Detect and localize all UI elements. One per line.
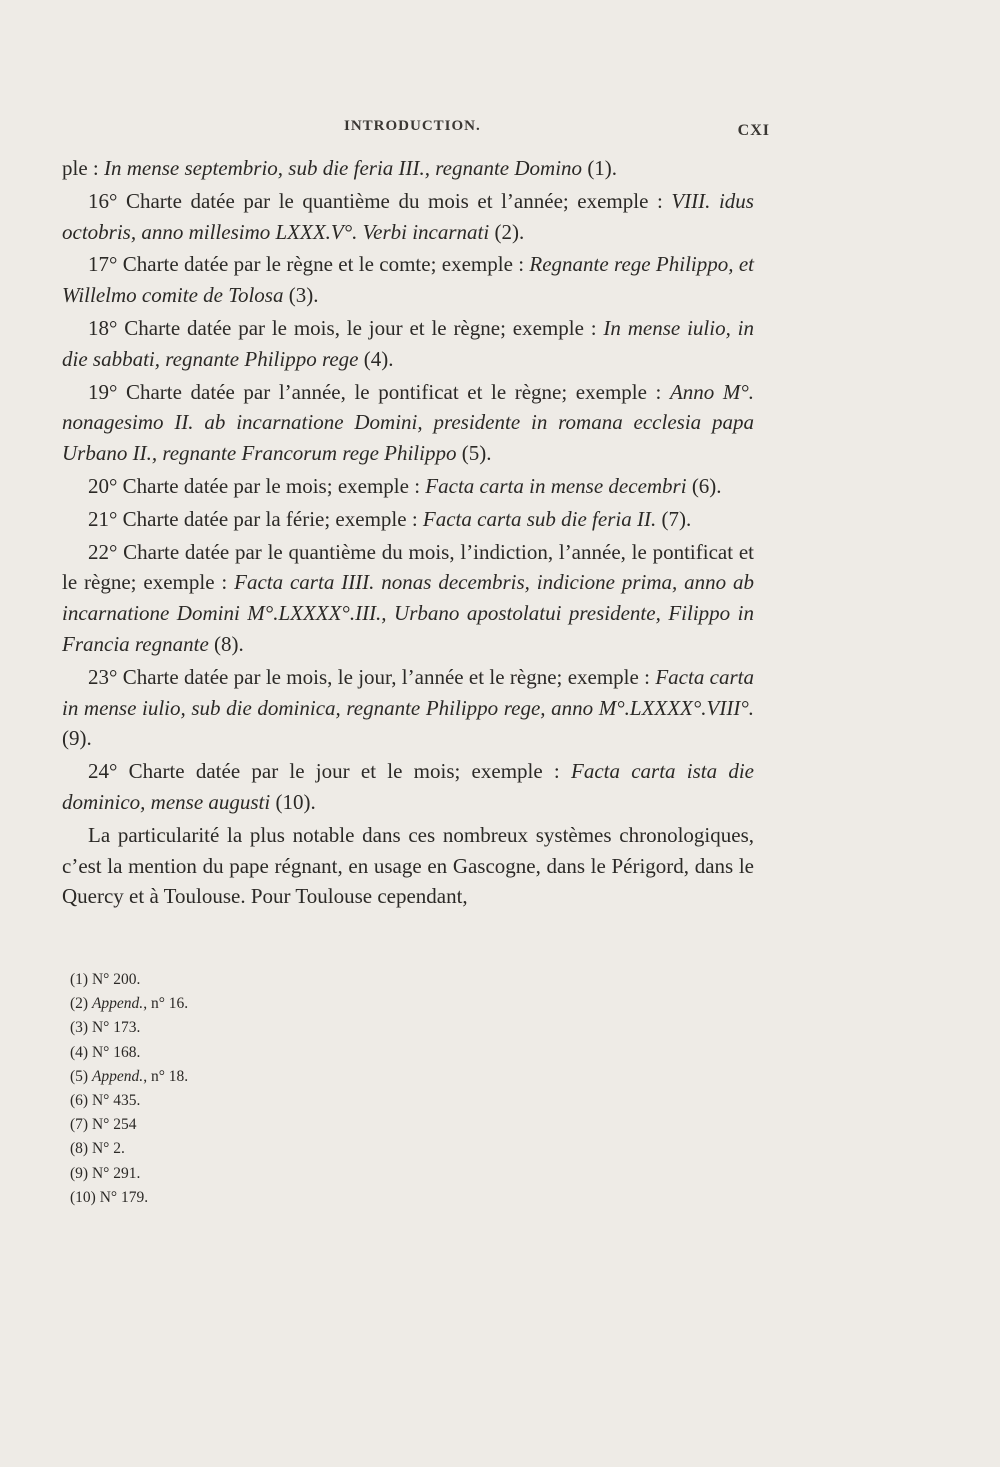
text-run: (3). [283,283,319,308]
text-run: 18° Charte datée par le mois, le jour et le règne; exemple : [88,315,604,340]
footnote-text: Append. [91,1067,144,1085]
italic-text: Facta carta IIII. nonas decembris, indicione prima, anno ab incarnatione Domini M°.LXXXX°.III., Urbano apostolatui presidente, Filippo in Francia regnante [62,570,754,656]
paragraph [62,153,754,184]
italic-text: Facta carta ista die dominico, mense augusti [62,759,755,814]
body-text [62,153,754,912]
italic-text: In mense septembrio, sub die feria III., regnante Domino [104,156,583,180]
text-run: (1). [582,156,618,180]
italic-text: VIII. idus octobris, anno millesimo LXXX.V°. Verbi incarnati [62,188,754,244]
running-head: INTRODUCTION. [344,118,481,134]
footnote [70,1162,470,1186]
paragraph [62,820,754,912]
italic-text: Anno M°. nonagesimo II. ab incarnatione Domini, presidente in romana ecclesia papa Urbano II., regnante Francorum rege Philippo [62,379,754,466]
text-run: (6). [686,473,722,498]
footnote [70,1041,470,1065]
paragraph [62,313,754,375]
text-run: (7). [656,506,692,531]
page-header [62,118,770,146]
paragraph [62,471,754,502]
text-run: (4). [358,346,394,371]
text-run: 22° Charte datée par le quantième du mois, l’indiction, l’année, le pontificat et le règne; exemple : [62,539,754,595]
paragraph [62,756,754,818]
footnote-text: Append. [91,995,144,1013]
text-run: 17° Charte datée par le règne et le comte; exemple : [88,252,530,277]
footnotes [70,968,470,1210]
footnote-number: (9) [70,1164,89,1182]
footnote-number: (7) [70,1116,89,1134]
footnote-number: (10) [70,1188,96,1206]
paragraph [62,504,754,535]
footnote [70,1065,470,1089]
paragraph [62,186,754,248]
italic-text: In mense iulio, in die sabbati, regnante Philippo rege [62,315,754,371]
italic-text: Facta carta in mense iulio, sub die dominica, regnante Philippo rege, anno M°.LXXXX°.VIII°. [62,664,754,720]
footnote-text: N° 2. [88,1140,125,1158]
text-run: (8). [208,631,244,656]
text-run: (9). [62,726,92,751]
text-run: (10). [270,789,316,814]
text-run: 23° Charte datée par le mois, le jour, l’année et le règne; exemple : [88,664,656,689]
paragraph [62,537,754,660]
footnote-text: N° 200. [88,971,141,988]
paragraph [62,662,754,754]
footnote [70,968,470,992]
italic-text: Facta carta in mense decembri [425,473,687,498]
footnote-number: (2) [70,995,89,1013]
text-run: (2). [489,219,525,244]
footnote [70,1137,470,1161]
footnote-text: N° 173. [88,1019,141,1037]
footnote-number: (3) [70,1019,89,1037]
footnote-number: (8) [70,1140,89,1158]
footnote [70,1186,470,1210]
italic-text: Regnante rege Philippo, et Willelmo comite de Tolosa [62,252,754,308]
italic-text: Facta carta sub die feria II. [422,506,657,531]
page-number: CXI [737,122,770,139]
footnote [70,1016,470,1040]
footnote-text: N° 168. [88,1043,141,1061]
paragraph [62,249,754,311]
footnote-text: , n° 16. [143,995,189,1013]
text-run: 21° Charte datée par la férie; exemple : [88,506,423,531]
text-run: ple : [62,156,104,180]
paragraph [62,377,754,469]
footnote-number: (4) [70,1043,89,1061]
footnote-number: (5) [70,1067,89,1085]
footnote-text: , n° 18. [143,1067,189,1085]
footnote-text: N° 291. [88,1164,141,1182]
footnote [70,992,470,1016]
text-run: 16° Charte datée par le quantième du mois et l’année; exemple : [88,188,672,213]
footnote [70,1089,470,1113]
footnote-text: N° 435. [88,1092,141,1110]
text-run: (5). [456,441,492,466]
footnote-number: (6) [70,1092,89,1110]
footnote-number: (1) [70,971,89,988]
footnote-text: N° 254 [88,1116,137,1134]
text-run: 20° Charte datée par le mois; exemple : [88,473,426,498]
footnote [70,1113,470,1137]
text-run: 24° Charte datée par le jour et le mois; exemple : [88,759,571,784]
footnote-text: N° 179. [95,1188,149,1206]
text-run: La particularité la plus notable dans ces nombreux systèmes chronologiques, c’est la mention du pape régnant, en usage en Gascogne, dans le Périgord, dans le Quercy et à Toulouse. Pour Toulouse cependant, [62,822,754,909]
text-run: 19° Charte datée par l’année, le pontificat et le règne; exemple : [88,379,670,404]
